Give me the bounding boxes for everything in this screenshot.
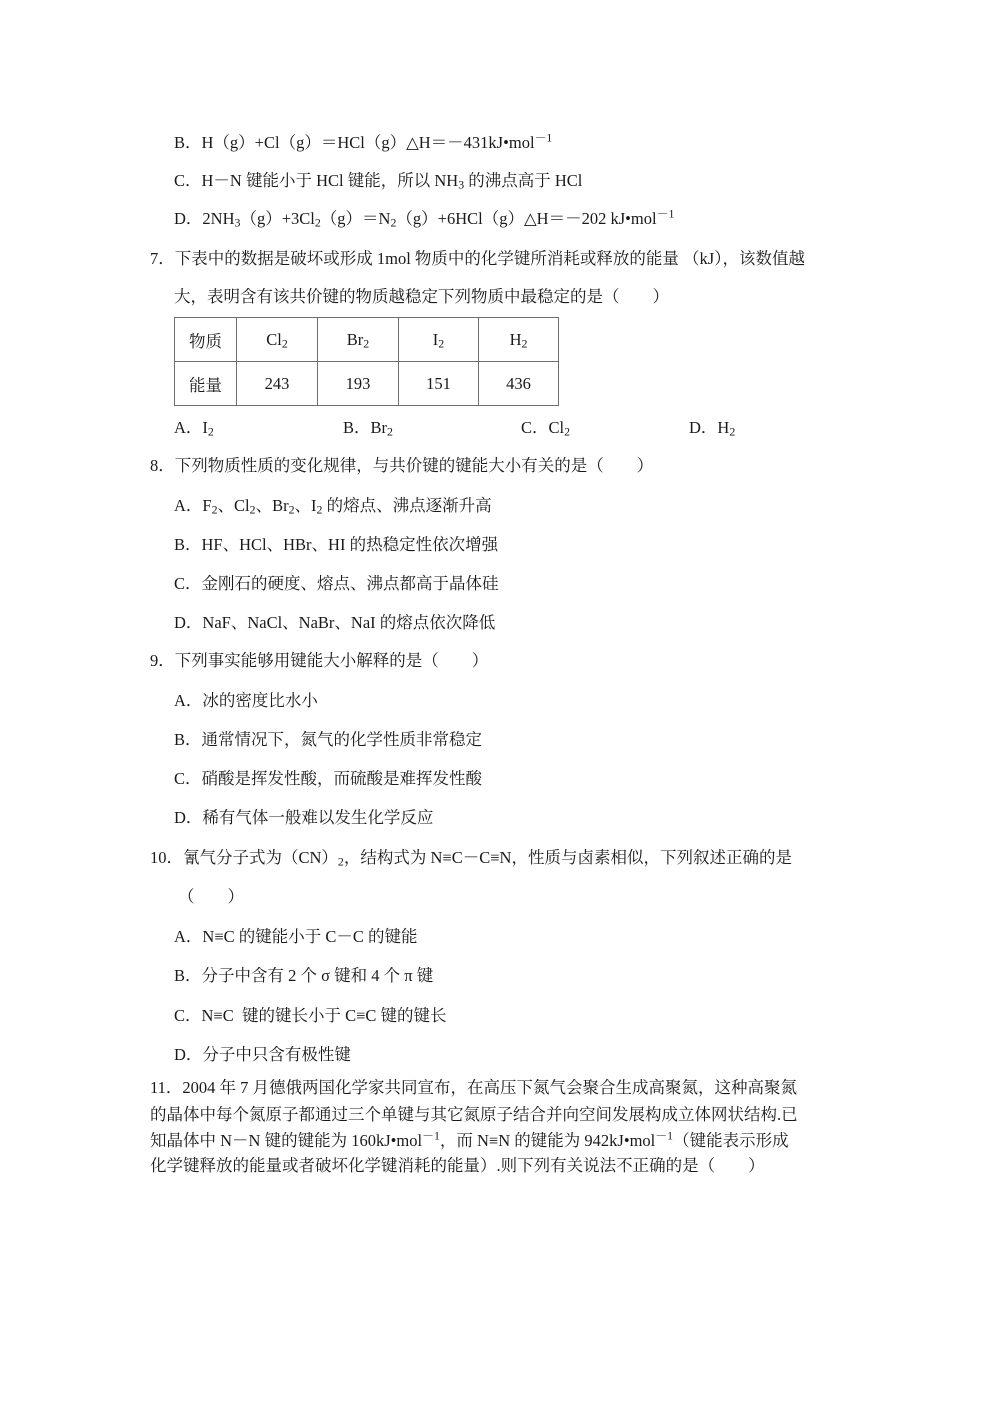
table-cell: $I_2$ — [399, 318, 479, 362]
q8-option-a: A．$F_2$、$Cl_2$、$Br_2$、$I_2$ 的熔点、沸点逐渐升高 — [174, 496, 492, 517]
q9-option-a — [174, 690, 318, 712]
subscript: 2 — [387, 424, 393, 439]
q10-answer-paren: （ ） — [178, 887, 244, 906]
option-text: NaF、NaCl、NaBr、NaI 的熔点依次降低 — [202, 613, 496, 632]
table-header-cell: 物质 — [175, 318, 237, 362]
option-text: Br — [370, 418, 388, 437]
question-text: 氰气分子式为（CN） — [183, 848, 338, 867]
superscript: －1 — [534, 130, 553, 145]
table-cell: 193 — [318, 362, 399, 406]
q9-option-d — [174, 807, 433, 829]
q7-option-b — [343, 417, 393, 439]
option-text: （g）+6HCl（g）△H＝－202 kJ•mol — [396, 209, 657, 228]
table-cell: 436 — [479, 362, 559, 406]
question-number: 8． — [150, 456, 175, 475]
option-label: D． — [174, 613, 203, 632]
q10-option-d — [174, 1044, 351, 1066]
question-text: ，而 N≡N 的键能为 942kJ•mol — [439, 1131, 656, 1150]
q7-stem-line2: 大，表明含有该共价键的物质越稳定下列物质中最稳定的是（ ） — [174, 287, 669, 306]
q8-stem — [150, 455, 653, 477]
option-label: A． — [174, 418, 203, 437]
option-text: Cl — [548, 418, 565, 437]
option-text: 的沸点高于 HCl — [464, 171, 583, 190]
option-label: A． — [174, 496, 203, 515]
q6-option-d — [174, 208, 674, 230]
question-text: 下列物质性质的变化规律，与共价键的键能大小有关的是（ ） — [174, 456, 654, 475]
option-label: C． — [174, 171, 202, 190]
q6-option-b — [174, 132, 552, 154]
option-text: H－N 键能小于 HCl 键能，所以 NH — [201, 171, 459, 190]
option-text: H — [717, 418, 730, 437]
option-label: A． — [174, 927, 203, 946]
q10-option-c — [174, 1005, 447, 1027]
option-text: 分子中只含有极性键 — [202, 1045, 351, 1064]
subscript: 2 — [207, 424, 214, 439]
subscript: 2 — [337, 854, 344, 869]
option-label: C． — [174, 769, 202, 788]
superscript: －1 — [656, 206, 675, 221]
q7-stem-line1 — [150, 248, 805, 270]
table-cell: $Cl_2$ — [237, 318, 318, 362]
subscript: 2 — [729, 424, 736, 439]
option-label: D． — [174, 1045, 203, 1064]
option-text: 2NH — [202, 209, 235, 228]
option-label: C． — [174, 1006, 202, 1025]
subscript: 3 — [234, 215, 241, 230]
option-text: 硝酸是挥发性酸，而硫酸是难挥发性酸 — [201, 769, 483, 788]
table-cell: $H_2$ — [479, 318, 559, 362]
option-text: 稀有气体一般难以发生化学反应 — [202, 808, 434, 827]
q7-option-c — [521, 417, 570, 439]
option-text: 分子中含有 2 个 σ 键和 4 个 π 键 — [201, 966, 434, 985]
option-label: B． — [174, 535, 202, 554]
option-label: D． — [174, 808, 203, 827]
q11-line1 — [150, 1077, 797, 1099]
table-header-cell: 能量 — [175, 362, 237, 406]
table-cell: 151 — [399, 362, 479, 406]
option-text: H（g）+Cl（g）＝HCl（g）△H＝－431kJ•mol — [201, 133, 535, 152]
q9-option-b — [174, 729, 482, 751]
q8-option-c — [174, 573, 499, 595]
bond-energy-table — [174, 317, 559, 406]
q6-option-c — [174, 170, 582, 192]
q7-option-d — [689, 417, 735, 439]
superscript: －1 — [422, 1128, 440, 1143]
question-text: 2004 年 7 月德俄两国化学家共同宣布，在高压下氮气会聚合生成高聚氮，这种高聚氮 — [182, 1078, 798, 1097]
question-text: 下列事实能够用键能大小解释的是（ ） — [174, 651, 489, 670]
question-number: 9． — [150, 651, 175, 670]
q8-option-d — [174, 612, 495, 634]
option-text: （g）+3Cl — [240, 209, 315, 228]
option-label: D． — [174, 209, 203, 228]
question-number: 10． — [150, 848, 183, 867]
option-text: N≡C 键的键长小于 C≡C 键的键长 — [201, 1006, 447, 1025]
q11-line2: 的晶体中每个氮原子都通过三个单键与其它氮原子结合并向空间发展构成立体网状结构.已 — [150, 1105, 798, 1124]
q9-option-c — [174, 768, 482, 790]
superscript: －1 — [655, 1128, 674, 1143]
table-row — [175, 318, 559, 362]
option-label: B． — [343, 418, 371, 437]
question-text: 下表中的数据是破坏或形成 1mol 物质中的化学键所消耗或释放的能量 （kJ），该数值越 — [174, 249, 805, 268]
subscript: 2 — [564, 424, 571, 439]
option-text: 通常情况下，氮气的化学性质非常稳定 — [201, 730, 483, 749]
table-cell: 243 — [237, 362, 318, 406]
q11-line3 — [150, 1130, 789, 1152]
subscript: 3 — [458, 177, 465, 192]
option-text: N≡C 的键能小于 C－C 的键能 — [202, 927, 418, 946]
option-label: B． — [174, 966, 202, 985]
table-row — [175, 362, 559, 406]
option-label: B． — [174, 133, 202, 152]
q11-line4: 化学键释放的能量或者破坏化学键消耗的能量）.则下列有关说法不正确的是（ ） — [150, 1156, 765, 1175]
q7-option-a — [174, 417, 214, 439]
q10-option-b — [174, 965, 433, 987]
option-label: B． — [174, 730, 202, 749]
question-number: 7． — [150, 249, 175, 268]
option-text: 冰的密度比水小 — [202, 691, 318, 710]
question-text: （键能表示形成 — [673, 1131, 789, 1150]
q9-stem — [150, 650, 488, 672]
q10-stem — [150, 847, 792, 869]
option-text: HF、HCl、HBr、HI 的热稳定性依次增强 — [201, 535, 499, 554]
option-text: I — [202, 418, 208, 437]
question-number: 11． — [150, 1078, 183, 1097]
subscript: 2 — [390, 215, 397, 230]
option-label: A． — [174, 691, 203, 710]
table-cell: $Br_2$ — [318, 318, 399, 362]
option-label: C． — [521, 418, 549, 437]
option-text: （g）＝N — [320, 209, 391, 228]
q10-option-a — [174, 926, 418, 948]
subscript: 2 — [314, 215, 321, 230]
q8-option-b — [174, 534, 498, 556]
question-text: 知晶体中 N－N 键的键能为 160kJ•mol — [150, 1131, 423, 1150]
option-label: C． — [174, 574, 202, 593]
option-label: D． — [689, 418, 718, 437]
question-text: ，结构式为 N≡C－C≡N，性质与卤素相似，下列叙述正确的是 — [343, 848, 792, 867]
option-text: 金刚石的硬度、熔点、沸点都高于晶体硅 — [201, 574, 499, 593]
